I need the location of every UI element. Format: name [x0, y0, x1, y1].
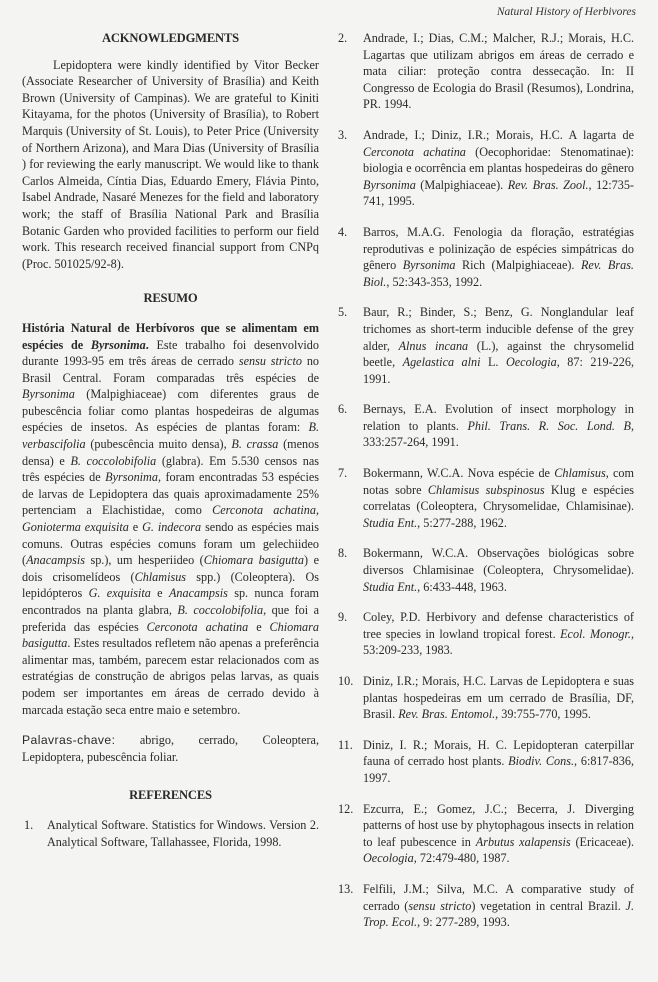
references-heading: REFERENCES [129, 788, 212, 803]
keywords [22, 732, 319, 765]
reference-item [338, 609, 634, 659]
reference-number: 8. [338, 546, 348, 561]
reference-text: Felfili, J.M.; Silva, M.C. A comparative study of cerrado (sensu stricto) vegetation in central Brazil. J. Trop. Ecol., 9: 277-289, 1993. [363, 881, 635, 930]
reference-text: Bokermann, W.C.A. Nova espécie de Chlamisus, com notas sobre Chlamisus subspinosus Klug e espécies correlatas (Coleoptera, Chrysomelidae, Chlamisinae). Studia Ent., 5:277-288, 1962. [363, 466, 635, 530]
reference-item [338, 545, 634, 595]
reference-number: 5. [338, 305, 348, 320]
reference-text: Analytical Software. Statistics for Windows. Version 2. Analytical Software, Tallahassee, Florida, 1998. [47, 817, 319, 849]
reference-number: 6. [338, 402, 348, 417]
reference-item [338, 30, 634, 113]
reference-number: 7. [338, 466, 348, 481]
reference-number: 13. [338, 881, 354, 896]
running-head: Natural History of Herbivores [496, 6, 636, 18]
resumo-title: História Natural de Herbívoros que se alimentam em espécies de Byrsonima. [22, 320, 319, 352]
reference-item [338, 673, 634, 723]
resumo-paragraph: História Natural de Herbívoros que se alimentam em espécies de Byrsonima. Este trabalho foi desenvolvido durante 1993-95 em três áreas de cerrado sensu stricto no Brasil Central. Foram comparadas três espécies de Byrsonima (Malpighiaceae) com diferentes graus de pubescência foliar como plantas hospedeiras de algumas espécies de insetos. As espécies de plantas foram: B. verbascifolia (pubescência muito densa), B. crassa (menos densa) e B. coccolobifolia (glabra). Em 5.530 censos nas três espécies de Byrsonima, foram encontradas 53 espécies de larvas de Lepidoptera das quais aproximadamente 25% pertenciam a Elachistidae, como Cerconota achatina, Gonioterma exquisita e G. indecora sendo as espécies mais comuns. Outras espécies comuns foram um gelechiideo (Anacampsis sp.), um hesperiideo (Chiomara basigutta) e dois crisomelídeos (Chlamisus spp.) (Coleoptera). Os lepidópteros G. exquisita e Anacampsis sp. nunca foram encontrados na planta glabra, B. coccolobifolia, que foi a preferida das espécies Cerconota achatina e Chiomara basigutta. Estes resultados refletem não apenas a preferência alimentar mas, também, parecem estar relacionados com as estratégias de construção de abrigos pelas larvas, as quais podem ser importantes em áreas de cerrado devido à marcada estação seca entre maio e setembro. [22, 320, 320, 717]
reference-text: Diniz, I. R.; Morais, H. C. Lepidopteran caterpillar fauna of cerrado host plants. Biodiv. Cons., 6:817-836, 1997. [363, 737, 634, 785]
acknowledgments-paragraph: Lepidoptera were kindly identified by Vitor Becker (Associate Researcher of University of Brasília) and Keith Brown (University of Campinas). We are grateful to Kiniti Kitayama, for the photos (University of Brasília), to Robert Marquis (University of St. Louis), to Peter Price (University of Northern Arizona), and Mara Dias (University of Brasília ) for reviewing the early manuscript. We would like to thank Carlos Almeida, Cíntia Dias, Eduardo Emery, Flávia Pinto, Isabel Andrade, Nasaré Menezes for the field and laboratory work; the staff of Brasília National Park and Brasília Botanic Garden who provided facilities to perform our field work. This research received financial support from CNPq (Proc. 501025/92-8). [22, 57, 319, 271]
keywords-text: abrigo, cerrado, Coleoptera, Lepidoptera, pubescência foliar. [22, 733, 319, 764]
reference-item [338, 127, 634, 210]
keywords-label: Palavras-chave: [22, 733, 116, 748]
reference-item [338, 401, 634, 451]
reference-number: 11. [338, 737, 353, 752]
left-column [22, 30, 319, 864]
reference-item [338, 801, 634, 867]
reference-item [338, 881, 634, 931]
reference-number: 10. [338, 674, 354, 688]
reference-text: Bernays, E.A. Evolution of insect morphology in relation to plants. Phil. Trans. R. Soc. Lond. B, 333:257-264, 1991. [363, 402, 634, 450]
reference-text: Coley, P.D. Herbivory and defense characteristics of tree species in lowland tropical forest. Ecol. Monogr., 53:209-233, 1983. [363, 610, 634, 658]
reference-text: Bokermann, W.C.A. Observações biológicas sobre diversos Chlamisinae (Coleoptera, Chrysomelidae). Studia Ent., 6:433-448, 1963. [363, 546, 634, 594]
reference-number: 4. [338, 224, 348, 239]
reference-text: Diniz, I.R.; Morais, H.C. Larvas de Lepidoptera e suas plantas hospedeiras em um cerrado de Brasília, DF, Brasil. Rev. Bras. Entomol., 39:755-770, 1995. [363, 674, 634, 722]
right-column [338, 30, 634, 945]
reference-item [338, 224, 634, 290]
reference-item [338, 737, 634, 787]
reference-text: Andrade, I.; Dias, C.M.; Malcher, R.J.; Morais, H.C. Lagartas que utilizam abrigos em áreas de cerrado e mata ciliar: proteção contra dessecação. In: II Congresso de Ecologia do Brasil (Resumos), Londrina, PR. 1994. [363, 31, 634, 112]
reference-item [338, 465, 634, 531]
reference-number: 9. [338, 610, 348, 625]
reference-text: Baur, R.; Binder, S.; Benz, G. Nonglandular leaf trichomes as short-term inducible defense of the grey alder, Alnus incana (L.), against the chrysomelid beetle, Agelastica alni L. Oecologia, 87: 219-226, 1991. [363, 305, 634, 386]
reference-item [338, 304, 634, 387]
reference-text: Barros, M.A.G. Fenologia da floração, estratégias reprodutivas e polinização de espécies simpátricas do gênero Byrsonima Rich (Malpighiaceae). Rev. Bras. Biol., 52:343-353, 1992. [363, 224, 634, 289]
reference-number: 12. [338, 801, 354, 816]
reference-text: Ezcurra, E.; Gomez, J.C.; Becerra, J. Diverging patterns of host use by phytophagous insects in relation to leaf pubescence in Arbutus xalapensis (Ericaceae). Oecologia, 72:479-480, 1987. [363, 801, 634, 866]
reference-number: 2. [338, 31, 348, 45]
reference-number: 3. [338, 127, 348, 142]
reference-item [22, 817, 319, 850]
resumo-heading: RESUMO [143, 291, 198, 306]
acknowledgments-heading: ACKNOWLEDGMENTS [102, 31, 239, 45]
reference-number: 1. [24, 817, 34, 832]
reference-text: Andrade, I.; Diniz, I.R.; Morais, H.C. A lagarta de Cerconota achatina (Oecophoridae: Stenomatinae): biologia e ocorrência em plantas hospedeiras do gênero Byrsonima (Malpighiaceae). Rev. Bras. Zool., 12:735-741, 1995. [363, 127, 634, 209]
